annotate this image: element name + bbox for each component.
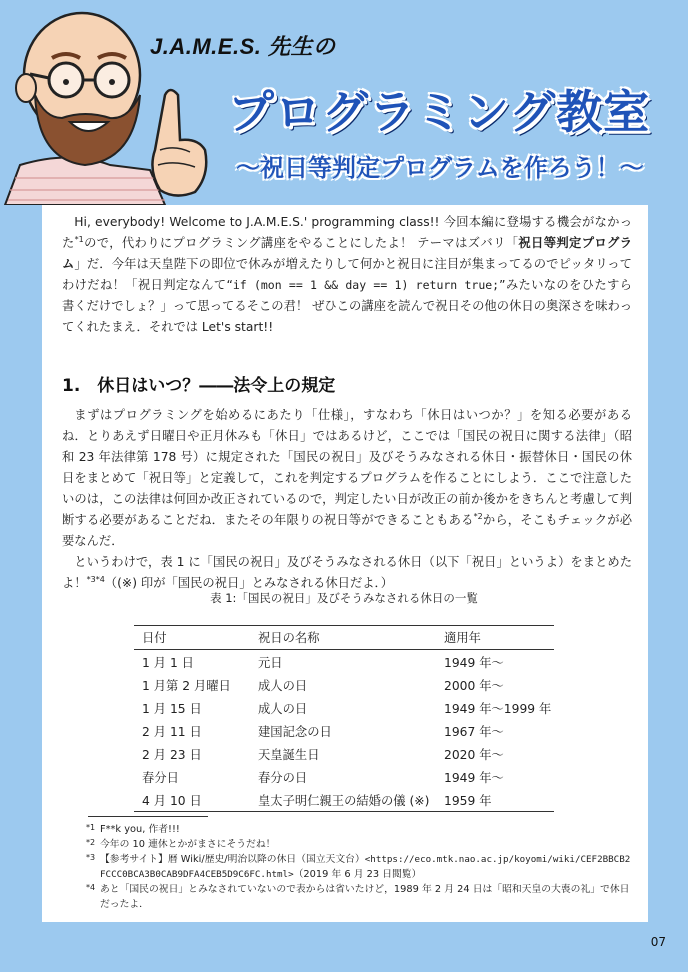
cell-date: 4 月 10 日 (134, 788, 258, 812)
page-number: 07 (650, 935, 666, 949)
table-row (134, 742, 554, 765)
cell-name: 成人の日 (258, 701, 308, 716)
cell-years: 1959 年 (444, 788, 554, 812)
table-row (134, 650, 554, 674)
footnote-4: *4 あと「国民の祝日」とみなされていないので表からは省いたけど，1989 年 2 月 24 日は「昭和天皇の大喪の礼」で休日だったよ． (86, 883, 630, 910)
cell-years: 1949 年〜 (444, 770, 504, 785)
intro-paragraph: Hi, everybody! Welcome to J.A.M.E.S.' programming class!! 今回本編に登場する機会がなかった$^{*1}$ので，代わりにプログラミング講座をやることにしたよ！ テーマはズバリ「祝日等判定プログラム」だ．今年は天皇陛下の即位で休みが増えたりして何かと祝日に注目が集まってるのでピッタリってわけだね！「祝日判定なんて“if (mon == 1 && day == 1) return true;”みたいなのをひたすら書くだけでしょ？」って思ってるそこの君！ ぜひこの講座を読んで祝日その他の休日の奥深さを味わってくれたまえ．それでは Let's start!! (62, 215, 632, 334)
cell-date: 1 月第 2 月曜日 (142, 678, 231, 693)
table-row (134, 696, 554, 719)
footnotes (86, 822, 631, 912)
cell-name: 春分の日 (258, 770, 308, 785)
cell-name: 成人の日 (258, 678, 308, 693)
cell-date: 1 月 1 日 (142, 655, 194, 670)
table-header-row (134, 626, 554, 650)
cell-date: 1 月 15 日 (142, 701, 202, 716)
header-years: 適用年 (444, 626, 554, 650)
table-caption: 表 1:「国民の祝日」及びそうみなされる休日の一覧 (210, 591, 478, 605)
reference-url[interactable]: <https://eco.mtk.nao.ac.jp/koyomi/wiki/CEF2BBCB2FCCC0BCA3B0CAB9DFA4CEB5D9C6FC.html> (100, 854, 631, 880)
cell-name: 天皇誕生日 (258, 747, 320, 762)
cell-years: 2020 年〜 (444, 747, 504, 762)
cell-years: 1967 年〜 (444, 724, 504, 739)
subtitle: 〜祝日等判定プログラムを作ろう！〜 (236, 154, 644, 182)
cell-name: 建国記念の日 (258, 724, 332, 739)
section-heading: 1. 休日はいつ？――法令上の規定 (62, 376, 336, 396)
footnote-3: *3 【参考サイト】暦 Wiki/歴史/明治以降の休日（国立天文台）<https://eco.mtk.nao.ac.jp/koyomi/wiki/CEF2BBCB2FCCC0BCA3B0CAB9DFA4CEB5D9C6FC.html>（2019 年 6 月 23 日閲覧） (86, 853, 631, 880)
cell-date: 春分日 (142, 770, 179, 785)
main-title: プログラミング教室 (228, 85, 651, 139)
header-date: 日付 (134, 626, 258, 650)
table-row (134, 765, 554, 788)
section-body: まずはプログラミングを始めるにあたり「仕様」，すなわち「休日はいつか？」を知る必要があるね．とりあえず日曜日や正月休みも「休日」ではあるけど，ここでは「国民の祝日に関する法律」（昭和 23 年法律第 178 号）に規定された「国民の祝日」及びそうみなされる休日・振替休日・国民の休日をまとめて「祝日等」と定義して，これを判定するプログラムを作ることにしよう．ここで注意したいのは，この法律は何回か改正されているので，判定したい日が改正の前か後かをきちんと考慮して判断する必要があることだね．またその年限りの祝日等ができることもある$^{*2}$から，そこもチェックが必要なんだ． というわけで，表 1 に「国民の祝日」及びそうみなされる休日（以下「祝日」というよ）をまとめたよ！$^{*3*4}$（(※) 印が「国民の祝日」とみなされる休日だよ．） (62, 408, 632, 590)
cell-date: 2 月 23 日 (142, 747, 202, 762)
cell-years: 1949 年〜1999 年 (444, 701, 552, 716)
footnote-ref-2: *2 (473, 511, 483, 521)
cell-date: 2 月 11 日 (142, 724, 202, 739)
theme-highlight: 祝日等判定プログラム (62, 236, 632, 271)
cell-name: 元日 (258, 655, 283, 670)
cell-years: 2000 年〜 (444, 678, 504, 693)
holiday-table (134, 625, 554, 812)
header (0, 0, 688, 205)
table-row (134, 788, 554, 812)
table-row (134, 673, 554, 696)
footnote-2: *2 今年の 10 連休とかがまさにそうだね！ (86, 838, 276, 850)
cell-years: 1949 年〜 (444, 655, 504, 670)
cell-name: 皇太子明仁親王の結婚の儀 (※) (258, 788, 444, 812)
footnote-ref-3-4: *3*4 (86, 574, 105, 584)
table-row (134, 719, 554, 742)
footnote-ref-1: *1 (74, 234, 84, 244)
series-title: J.A.M.E.S. 先生の (150, 34, 336, 59)
footnote-1: *1 F**k you, 作者!!! (86, 823, 180, 835)
footnote-divider (88, 816, 208, 817)
header-name: 祝日の名称 (258, 626, 444, 650)
inline-code: if (mon == 1 && day == 1) return true; (232, 278, 500, 292)
